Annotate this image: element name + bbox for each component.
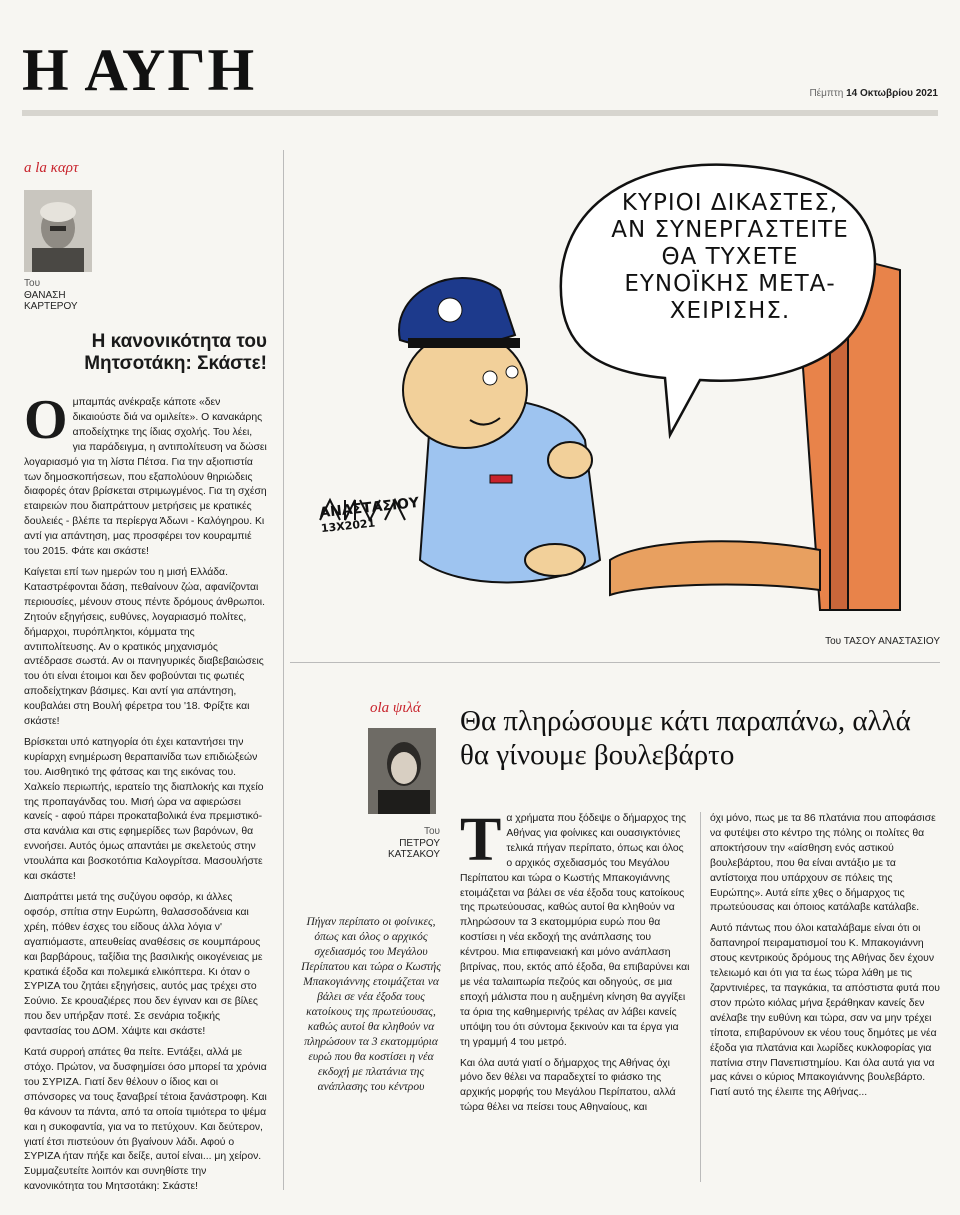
weekday: Πέμπτη [809, 88, 844, 99]
dropcap: Ο [24, 389, 68, 451]
author-byline [24, 278, 94, 313]
dateline [809, 88, 938, 99]
cartoonist-name: ΤΑΣΟΥ ΑΝΑΣΤΑΣΙΟΥ [843, 636, 940, 647]
article-title: Η κανονικότητα του Μητσοτάκη: Σκάστε! [84, 331, 267, 374]
author-prefix: Του [24, 278, 41, 289]
article-headline: Θα πληρώσουμε κάτι παραπάνω, αλλά θα γίνουμε βουλεβάρτο [460, 705, 911, 771]
section-label-olapsila: ola ψιλά [370, 700, 421, 716]
speech-bubble-text: ΚΥΡΙΟΙ ΔΙΚΑΣΤΕΣ, ΑΝ ΣΥΝΕΡΓΑΣΤΕΙΤΕ ΘΑ ΤΥΧΕΤΕ ΕΥΝΟΪΚΗΣ ΜΕΤΑ- ΧΕΙΡΙΣΗΣ. [611, 190, 849, 324]
author-name: ΠΕΤΡΟΥ ΚΑΤΣΑΚΟΥ [387, 837, 440, 860]
paragraph: Βρίσκεται υπό κατηγορία ότι έχει καταντήσει την κυρίαρχη ενημέρωση θεραπαινίδα των επιδιώξεών του. Αισθητικό της φάτσας και της εικόνας του. Χαλκείο περιωπής, ιερατείο της διαπλοκής και πχείο της προπαγάνδας του. Μισή ώρα να αφιερώσει κανείς - αφού πάρει προκαταβολικά ένα πρεμιστικό- στα κανάλια και στις εφημερίδες των βαρόνων, θα εννοήσει. Αυτός όμως απαντάει με σκελετούς στην ντουλάπα και βοσκοτόπια Καλογρίτσα. Μασουλήστε και σκάστε! [24, 736, 264, 883]
section-label-alacarte: a la καρτ [24, 160, 79, 176]
author-byline: Του ΠΕΤΡΟΥ ΚΑΤΣΑΚΟΥ [368, 826, 440, 861]
cartoon-signature: ΑΝΑΣΤΑΣΙΟΥ 13Χ2021 [318, 494, 420, 536]
dropcap: Τ [460, 806, 502, 874]
cartoon-credit: Του ΤΑΣΟΥ ΑΝΑΣΤΑΣΙΟΥ [825, 636, 940, 647]
author-photo [24, 190, 92, 272]
paragraph: Ομπαμπάς ανέκραξε κάποτε «δεν δικαιούστε διά να ομιλείτε». Ο κανακάρης αποδείχτηκε της ίδιας σχολής. Του λέει, για παράδειγμα, η αντιπολίτευση να δώσει λογαριασμό για τη λίστα Πέτσα. Για την αξιοπιστία των δημοσκοπήσεων, που εξαπολύουν θηριώδεις διαφορές όταν βρίσκεται στριμωγμένος. Για τη σχέση εταιρειών που διαπράττουν μετρήσεις με κρατικές δουλειές - βλέπε τα περίεργα Άδωνι - Καλόγηρου. Κι αντί για απάντηση, μας προσφέρει τον κουραμπιέ του 2015. Φάτε και σκάστε! [24, 389, 267, 558]
masthead: Η ΑΥΓΗ [22, 37, 257, 103]
date: 14 Οκτωβρίου 2021 [846, 88, 938, 99]
pull-quote: Πήγαν περίπατο οι φοίνικες, όπως και όλος ο αρχικός σχεδιασμός του Μεγάλου Περίπατου και τώρα ο Κωστής Μπακογιάννης ετοιμάζεται να βάλει σε νέα έξοδα τους κατοίκους της πρωτεύουσας, καθώς αυτοί θα κληθούν να πληρώσουν τα 3 εκατομμύρια ευρώ που θα κοστίσει η νέα εκδοχή με πλατάνια της ανάπλασης του κέντρου [301, 916, 441, 1093]
left-article-body [24, 389, 267, 1201]
author-name: ΘΑΝΑΣΗ ΚΑΡΤΕΡΟΥ [24, 289, 78, 312]
right-article-column-1: Τα χρήματα που ξόδεψε ο δήμαρχος της Αθήνας για φοίνικες και ουασιγκτόνιες τελικά πήγαν περίπατο, όπως και όλος ο αρχικός σχεδιασμός του Μεγάλου Περίπατου και τώρα ο Κωστής Μπακογιάννης ετοιμάζεται να βάλει σε νέα έξοδα τους κατοίκους της πρωτεύουσας, καθώς αυτοί θα κληθούν να πληρώσουν τα 3 εκατομμύρια ευρώ που θα κοστίσει η νέα εκδοχή της ανάπλασης του κέντρου. Μια επιφανειακή και μόνο ανάπλαση βιτρίνας, που, εκτός από έξοδα, θα επιβαρύνει και με νέα ταλαιπωρία πεζούς και οδηγούς, σε μια εποχή μάλιστα που η αυξημένη κίνηση θα αγγίξει τα όρια της καθημερινής τρέλας αν λάβει κανείς υπόψη του ότι σύντομα ξεκινούν και τα έργα για τη γραμμή 4 του μετρό. Και όλα αυτά γιατί ο δήμαρχος της Αθήνας όχι μόνο δεν θέλει να παραδεχτεί το φιάσκο της αρχικής μορφής του Μεγάλου Περίπατου, αλλά τώρα θέλει να πείσει τους Αθηναίους, και [460, 806, 690, 1114]
paragraph: Διαπράττει μετά της συζύγου οφσόρ, κι άλλες οφσόρ, σπίτια στην Ευρώπη, θαλασσοδάνεια και χρέη, πόθεν έσχες του είδους άλλα λόγια ν' αγαπιόμαστε, απευθείας αναθέσεις σε κουμπάρους και βαρβάρους, ταξίδια της βασιλικής οικογένειας με κρατικά έξοδα και πολεμικά ελικόπτερα. Κι όταν ο ΣΥΡΙΖΑ του ζητάει εξηγήσεις, αυτός μας τρέχει στο Σούνιο. Σε κρουαζιέρες που δεν έγιναν και σε βίλες που δεν υπήρξαν ποτέ. Σε σενάρια τοξικής φαντασίας του ΔΟΜ. Χάψτε και σκάστε! [24, 892, 263, 1038]
column-divider [700, 812, 701, 1182]
paragraph: Καίγεται επί των ημερών του η μισή Ελλάδα. Καταστρέφονται δάση, πεθαίνουν ζώα, αφανίζονται περιουσίες, μένουν στους πέντε δρόμους άνθρωποι. Ζητούν εξηγήσεις, ευθύνες, λογαριασμό πολίτες, δήμαρχοι, πυρόπληκτοι, κόμματα της αντιπολίτευσης. Αν ο κρατικός μηχανισμός αντέδρασε σωστά. Αν οι πανηγυρικές διαβεβαιώσεις του ότι είναι έτοιμοι και δεν φοβούνται τις φωτιές αποδείχτηκαν βάσιμες. Και αντί για απάντηση, κουβαλάει στη Βουλή φέρετρα του '18. Φρίξτε και σκάστε! [24, 566, 265, 728]
paragraph: Κατά συρροή απάτες θα πείτε. Εντάξει, αλλά με στόχο. Πρώτον, να δυσφημίσει όσο μπορεί τα χρόνια του ΣΥΡΙΖΑ. Γιατί δεν θέλουν ο ίδιος και οι σπόνσορες να τους ξαναβρεί τέτοια ξανάστροφη. Και θα κάνουν τα πάντα, από τα οποία τιμιότερα το ψέμα και η συκοφαντία, για να το πετύχουν. Και δεύτερον, γιατί έτσι πιστεύουν ότι βγαίνουν λάδι. Αφού ο ΣΥΡΙΖΑ ήταν πήξε και δείξε, αυτοί είναι... μη χείρον. Συμμαζευτείτε λοιπόν και συνηθίστε την κανονικότητα του Μητσοτάκη: Σκάστε! [24, 1047, 267, 1193]
author-photo [368, 728, 436, 814]
section-divider [290, 662, 940, 663]
masthead-rule [22, 110, 938, 116]
column-divider [283, 150, 284, 1190]
right-article-column-2: όχι μόνο, πως με τα 86 πλατάνια που αποφάσισε να φυτέψει στο κέντρο της πόλης οι πολίτες θα αποκτήσουν την «αίσθηση ενός αστικού βουλεβάρτου, που θα είναι αντάξιο με τα αντίστοιχα που υπάρχουν σε πόλεις της Ευρώπης». Αυτά είπε χθες ο δήμαρχος τις πρωτεύουσας και όποιος κατάλαβε κατάλαβε. Αυτό πάντως που όλοι καταλάβαμε είναι ότι οι δαπανηροί πειραματισμοί του Κ. Μπακογιάννη στους κεντρικούς δρόμους της Αθήνας δεν έχουν τελειωμό και ότι για τα έως τώρα λάθη με τις ζαρντινιέρες, τα παγκάκια, τα απόστιστα φυτά που στον πρώτο κιόλας μήνα ξεράθηκαν κανείς δεν ανέλαβε την ευθύνη και τώρα, σαν να μην τρέχει τίποτα, επιβαρύνουν εκ νέου τους δημότες με νέα έξοδα για πλατάνια και λωρίδες κυκλοφορίας για πατίνια στην Πανεπιστημίου. Και όλα αυτά για να μας κάνει ο κύριος Μπακογιάννης βουλεβάρτο. Γιατί αυτό της έλειπε της Αθήνας... [710, 813, 940, 1099]
